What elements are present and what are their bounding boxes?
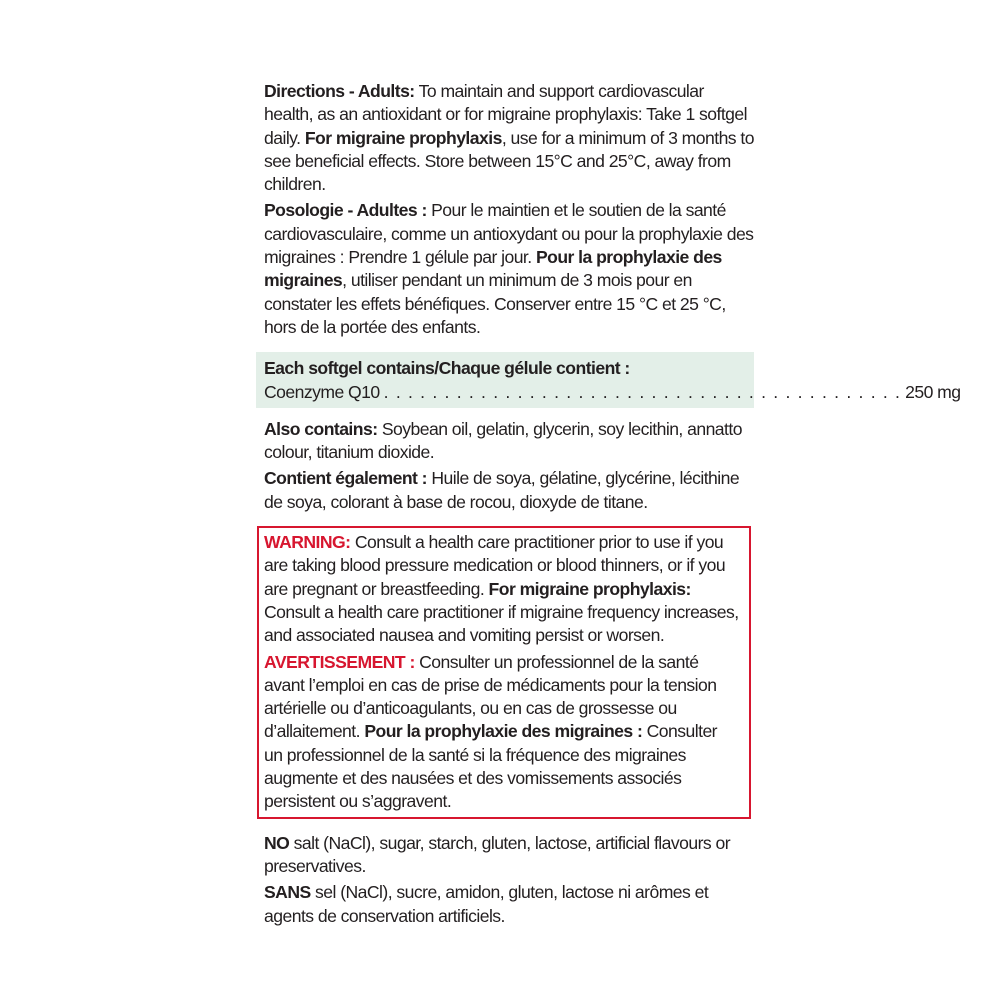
product-label bbox=[264, 80, 961, 928]
also-contains-fr bbox=[264, 467, 754, 514]
supplement-heading-text: Each softgel contains/Chaque gélule contient : bbox=[264, 358, 630, 379]
free-of-en-heading: NO bbox=[264, 832, 290, 853]
free-of-fr bbox=[264, 881, 754, 928]
directions-en bbox=[264, 80, 754, 196]
directions-en-text: To maintain and support cardiovascular health, as an antioxidant or for migraine prophylaxis: Take 1 softgel daily. bbox=[264, 81, 747, 148]
also-contains-en-text: Soybean oil, gelatin, glycerin, soy lecithin, annatto colour, titanium dioxide. bbox=[264, 418, 742, 463]
ingredient-name: Coenzyme Q10 bbox=[264, 381, 380, 402]
also-contains-en bbox=[264, 418, 754, 465]
directions-fr-text-2: , utiliser pendant un minimum de 3 mois pour en constater les effets bénéfiques. Conserver entre 15 °C et 25 °C, hors de la portée des enfants. bbox=[264, 270, 726, 337]
directions-en-migraine-bold: For migraine prophylaxis bbox=[304, 127, 502, 148]
warning-box bbox=[257, 526, 751, 819]
directions-fr-text: Pour le maintien et le soutien de la santé cardiovasculaire, comme un antioxydant ou pour la prophylaxie des migraines : Prendre 1 gélule par jour. bbox=[264, 200, 754, 268]
directions-fr-heading: Posologie - Adultes : bbox=[264, 200, 427, 221]
warning-fr-heading: AVERTISSEMENT : bbox=[264, 651, 415, 672]
directions-fr bbox=[264, 199, 754, 339]
free-of-en-text: salt (NaCl), sugar, starch, gluten, lactose, artificial flavours or preservatives. bbox=[264, 832, 731, 876]
warning-en-migraine-bold: For migraine prophylaxis: bbox=[488, 578, 691, 599]
warning-en-text: Consult a health care practitioner prior to use if you are taking blood pressure medication or blood thinners, or if you are pregnant or breastfeeding. bbox=[264, 532, 726, 599]
free-of-fr-heading: SANS bbox=[264, 882, 311, 903]
directions-en-text-2: , use for a minimum of 3 months to see beneficial effects. Store between 15°C and 25°C, away from children. bbox=[264, 127, 754, 195]
ingredient-amount: 250 mg bbox=[905, 381, 961, 402]
directions-en-heading: Directions - Adults: bbox=[264, 81, 415, 101]
supplement-row bbox=[264, 381, 961, 404]
warning-en-heading: WARNING: bbox=[264, 532, 351, 553]
also-contains-fr-text: Huile de soya, gélatine, glycérine, lécithine de soya, colorant à base de rocou, dioxyde de titane. bbox=[264, 468, 740, 512]
warning-fr-text-2: Consulter un professionnel de la santé si la fréquence des migraines augmente et des nausées et des vomissements associés persistent ou s’aggravent. bbox=[264, 721, 717, 812]
warning-fr-text: Consulter un professionnel de la santé avant l’emploi en cas de prise de médicaments pour la tension artérielle ou d’anticoagulants, ou en cas de grossesse ou d’allaitement. bbox=[264, 651, 717, 742]
warning-en bbox=[264, 531, 739, 647]
supplement-facts-panel bbox=[256, 352, 961, 408]
supplement-heading bbox=[264, 357, 754, 380]
also-contains-en-heading: Also contains: bbox=[264, 418, 378, 439]
directions-fr-migraine-bold: Pour la prophylaxie des migraines bbox=[264, 247, 722, 291]
warning-fr bbox=[264, 651, 739, 814]
free-of-fr-text: sel (NaCl), sucre, amidon, gluten, lactose ni arômes et agents de conservation artificiels. bbox=[264, 882, 709, 926]
warning-en-text-2: Consult a health care practitioner if migraine frequency increases, and associated nausea and vomiting persist or worsen. bbox=[264, 601, 739, 646]
leader-dots: . . . . . . . . . . . . . . . . . . . . . . . . . . . . . . . . . . . . . . . . . . . bbox=[383, 381, 902, 402]
warning-fr-migraine-bold: Pour la prophylaxie des migraines : bbox=[364, 721, 643, 742]
free-of-en bbox=[264, 832, 754, 879]
also-contains-fr-heading: Contient également : bbox=[264, 468, 427, 489]
